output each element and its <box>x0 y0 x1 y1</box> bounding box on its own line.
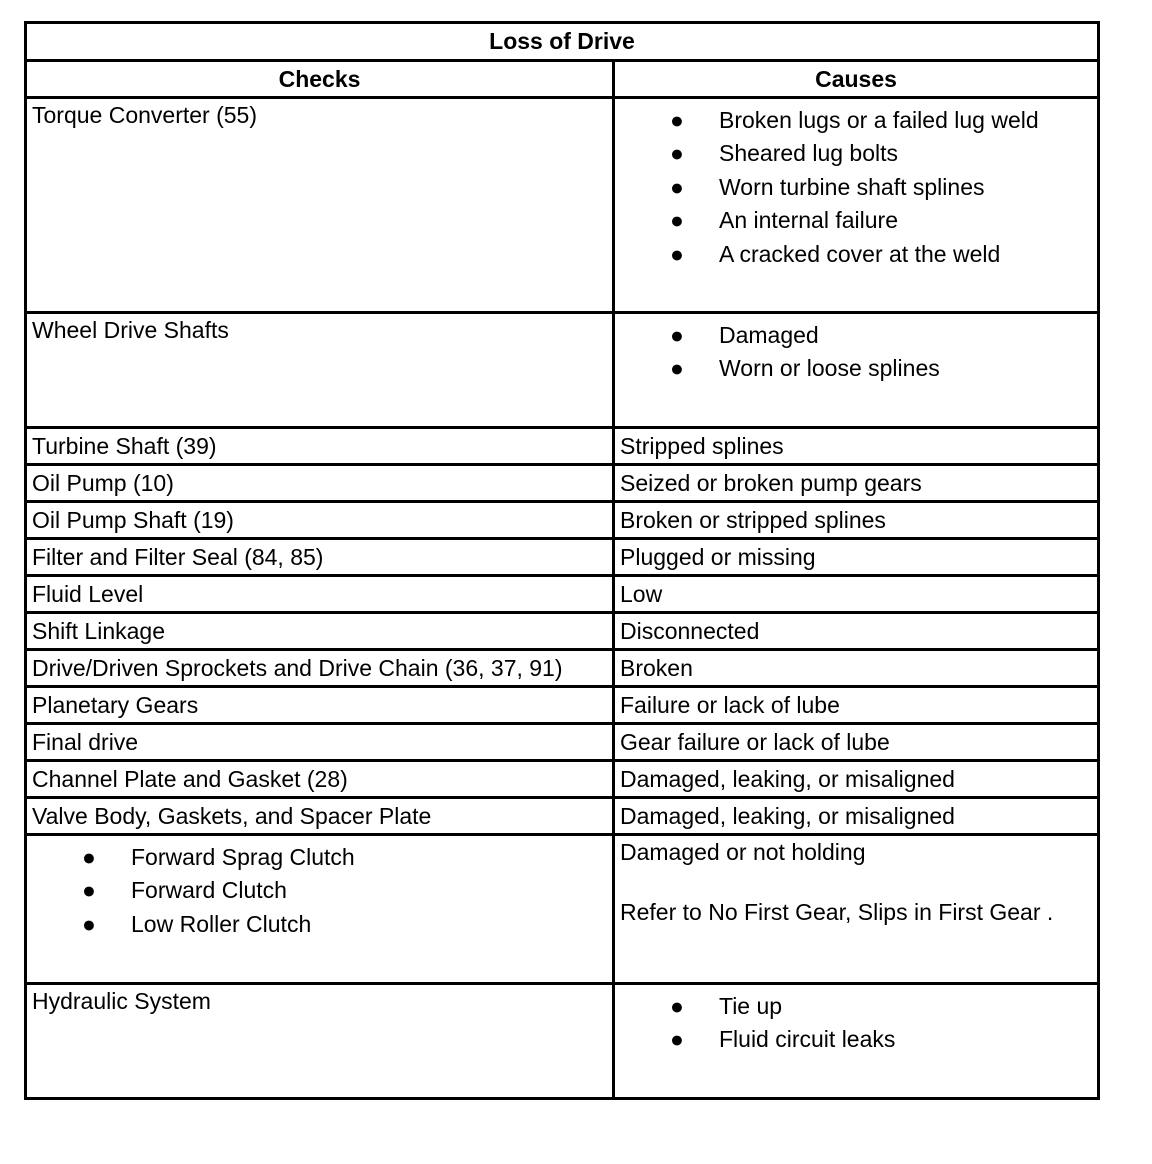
bullet-icon: ● <box>670 240 684 267</box>
check-text: Channel Plate and Gasket (28) <box>32 766 348 792</box>
bullet-icon: ● <box>670 107 684 133</box>
cause-text: An internal failure <box>719 207 898 234</box>
list-item <box>27 877 612 910</box>
table-row <box>26 798 1099 835</box>
list-item <box>27 911 612 944</box>
title-row <box>26 23 1099 61</box>
check-cell <box>26 465 614 502</box>
list-item <box>615 207 1097 240</box>
cause-list <box>615 99 1097 274</box>
table-row <box>26 576 1099 613</box>
check-cell <box>26 761 614 798</box>
cause-cell <box>614 465 1099 502</box>
cause-text: Sheared lug bolts <box>719 140 899 167</box>
cause-text: Low <box>620 581 663 607</box>
cause-cell <box>614 761 1099 798</box>
list-item <box>615 1026 1097 1059</box>
bullet-icon: ● <box>670 993 684 1019</box>
loss-of-drive-table <box>24 21 1100 1100</box>
cause-text: Damaged <box>719 322 819 348</box>
check-text: Oil Pump Shaft (19) <box>32 507 234 533</box>
bullet-icon: ● <box>82 877 96 904</box>
table-row <box>26 687 1099 724</box>
table-row <box>26 984 1099 1099</box>
cause-cell <box>614 687 1099 724</box>
cause-text: Broken <box>620 655 693 681</box>
check-cell <box>26 98 614 313</box>
cause-text: Seized or broken pump gears <box>620 470 922 496</box>
table-row <box>26 650 1099 687</box>
table-title: Loss of Drive <box>26 23 1099 61</box>
check-cell <box>26 576 614 613</box>
cause-cell <box>614 576 1099 613</box>
bullet-icon: ● <box>670 207 684 234</box>
table-row <box>26 313 1099 428</box>
check-cell <box>26 613 614 650</box>
check-text: Fluid Level <box>32 581 144 607</box>
cause-cell <box>614 98 1099 313</box>
check-cell <box>26 539 614 576</box>
table-row <box>26 835 1099 984</box>
table-row <box>26 428 1099 465</box>
list-item <box>615 140 1097 173</box>
bullet-icon: ● <box>670 1026 684 1053</box>
cause-cell <box>614 428 1099 465</box>
table-row <box>26 539 1099 576</box>
list-item <box>615 241 1097 274</box>
bullet-icon: ● <box>670 140 684 167</box>
table-row <box>26 502 1099 539</box>
check-text: Torque Converter (55) <box>32 102 257 128</box>
cause-cell <box>614 313 1099 428</box>
table-row <box>26 724 1099 761</box>
check-text: Filter and Filter Seal (84, 85) <box>32 544 324 570</box>
bullet-icon: ● <box>670 322 684 348</box>
list-item <box>615 322 1097 355</box>
column-header-checks: Checks <box>26 61 614 98</box>
check-cell <box>26 650 614 687</box>
check-cell <box>26 502 614 539</box>
cause-reference-text: Refer to No First Gear, Slips in First Gear . <box>620 899 1054 926</box>
table-row <box>26 613 1099 650</box>
list-item <box>615 993 1097 1026</box>
check-list <box>27 836 612 944</box>
check-text: Hydraulic System <box>32 988 211 1014</box>
check-cell <box>26 798 614 835</box>
cause-text: Plugged or missing <box>620 544 816 570</box>
cause-list <box>615 314 1097 389</box>
check-text: Wheel Drive Shafts <box>32 317 229 343</box>
cause-cell <box>614 798 1099 835</box>
check-text: Low Roller Clutch <box>131 910 312 937</box>
cause-cell <box>614 502 1099 539</box>
cause-cell <box>614 650 1099 687</box>
list-item <box>615 174 1097 207</box>
check-cell <box>26 687 614 724</box>
check-cell <box>26 313 614 428</box>
table-row <box>26 465 1099 502</box>
cause-text: Broken or stripped splines <box>620 507 886 533</box>
cause-text: Tie up <box>719 993 783 1019</box>
check-text: Planetary Gears <box>32 692 199 718</box>
spacer <box>615 865 1097 899</box>
check-cell <box>26 428 614 465</box>
cause-cell <box>614 613 1099 650</box>
cause-text: Damaged, leaking, or misaligned <box>620 803 955 829</box>
cause-text: Damaged or not holding <box>620 839 866 865</box>
check-text: Drive/Driven Sprockets and Drive Chain (36, 37, 91) <box>32 655 563 681</box>
check-cell <box>26 984 614 1099</box>
list-item <box>615 355 1097 388</box>
cause-cell <box>614 835 1099 984</box>
bullet-icon: ● <box>82 844 96 870</box>
check-cell <box>26 835 614 984</box>
check-text: Turbine Shaft (39) <box>32 433 217 459</box>
cause-text: Worn or loose splines <box>719 355 940 382</box>
cause-text: Damaged, leaking, or misaligned <box>620 766 955 792</box>
cause-text: Failure or lack of lube <box>620 692 840 718</box>
cause-text: A cracked cover at the weld <box>719 240 1001 267</box>
table-row <box>26 761 1099 798</box>
check-cell <box>26 724 614 761</box>
cause-text: Worn turbine shaft splines <box>719 173 985 200</box>
cause-list <box>615 985 1097 1060</box>
column-header-causes: Causes <box>614 61 1099 98</box>
bullet-icon: ● <box>670 173 684 200</box>
list-item <box>27 844 612 877</box>
bullet-icon: ● <box>670 355 684 382</box>
cause-text: Gear failure or lack of lube <box>620 729 890 755</box>
cause-text: Stripped splines <box>620 433 784 459</box>
cause-text: Broken lugs or a failed lug weld <box>719 107 1039 133</box>
cause-text: Fluid circuit leaks <box>719 1026 896 1053</box>
check-text: Final drive <box>32 729 139 755</box>
check-text: Valve Body, Gaskets, and Spacer Plate <box>32 803 432 829</box>
bullet-icon: ● <box>82 910 96 937</box>
cause-cell <box>614 539 1099 576</box>
check-text: Forward Clutch <box>131 877 287 904</box>
header-row <box>26 61 1099 98</box>
cause-cell <box>614 724 1099 761</box>
check-text: Forward Sprag Clutch <box>131 844 355 870</box>
check-text: Oil Pump (10) <box>32 470 174 496</box>
check-text: Shift Linkage <box>32 618 165 644</box>
cause-cell <box>614 984 1099 1099</box>
list-item <box>615 107 1097 140</box>
cause-text: Disconnected <box>620 618 760 644</box>
table-row <box>26 98 1099 313</box>
